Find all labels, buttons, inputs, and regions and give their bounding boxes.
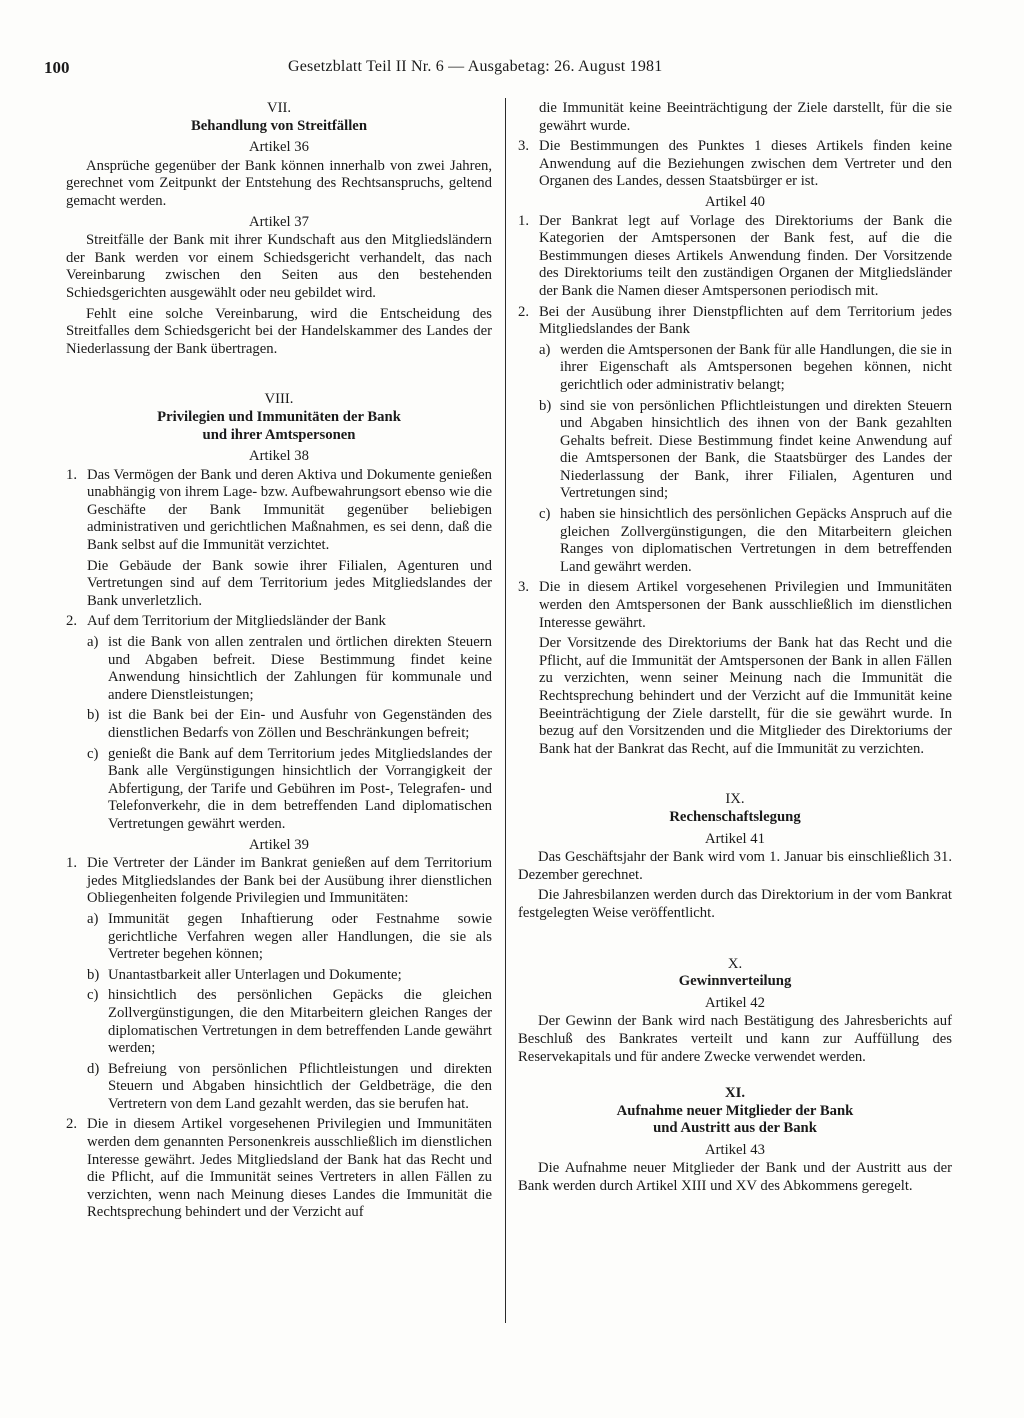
item-label: 3. (518, 579, 530, 596)
section-title: Privilegien und Immunitäten der Bank (157, 408, 401, 425)
item-label: 1. (66, 466, 78, 483)
lettered-item (518, 398, 952, 504)
item-text: Das Vermögen der Bank und deren Aktiva und Dokumente genießen unabhängig von ihrem Lage- bzw. Aufbewahrungsort ebenso wie die Geschäfte der Bank Immunität gegenüber beliebigen administrativen und gerichtlichen Maßnahmen, es sei denn, daß die Bank selbst auf die Immunität verzichtet. (87, 466, 492, 554)
section-number: XI. (725, 1085, 745, 1102)
item-text: sind sie von persönlichen Pflichtleistungen und direkten Steuern und Abgaben hinsichtlich des ihnen von der Bank gezahlten Gehalts befreit. Diese Bestimmung findet keine Anwendung auf die Amtspersonen der Bank, die Staatsbürger des Landes der Niederlassung der Bank, ihrer Filialen, Agenturen und Vertretungen sind; (560, 397, 952, 502)
item-text: genießt die Bank auf dem Territorium jedes Mitgliedslandes der Bank alle Vergünstigungen hinsichtlich der Vorrangigkeit der Abfertigung, der Tarife und Gebühren im Post-, Telegrafen- und Telefonverkehr, die in dem betreffenden Land diplomatischen Vertretungen gewährt werden. (108, 745, 492, 832)
item-label: d) (87, 1060, 100, 1077)
item-text: hinsichtlich des persönlichen Gepäcks die gleichen Zollvergünstigungen, die den Mitarbeitern gleichen Ranges der diplomatischen Vertretungen in dem betreffenden Lande gewährt werden; (108, 987, 492, 1057)
lettered-item (518, 506, 952, 576)
item-text: Die Vertreter der Länder im Bankrat genießen auf dem Territorium jedes Mitgliedslandes der Bank bei der Ausübung ihrer dienstlichen Obliegenheiten folgende Privilegien und Immunitäten: (87, 855, 492, 907)
item-text: Immunität gegen Inhaftierung oder Festnahme sowie gerichtliche Verfahren wegen aller Handlungen, die sie als Vertreter begehen können; (108, 910, 492, 963)
paragraph: Die Jahresbilanzen werden durch das Direktorium in der vom Bankrat festgelegten Weise veröffentlicht. (518, 887, 952, 921)
item-label: c) (539, 506, 551, 523)
numbered-item (518, 304, 952, 339)
article-heading: Artikel 36 (249, 139, 309, 156)
numbered-item (518, 213, 952, 301)
numbered-item (66, 467, 492, 555)
item-text: Bei der Ausübung ihrer Dienstpflichten auf dem Territorium jedes Mitgliedslandes der Bank (539, 303, 952, 338)
item-label: a) (87, 634, 99, 651)
article-heading: Artikel 37 (249, 213, 309, 230)
paragraph: Streitfälle der Bank mit ihrer Kundschaft aus den Mitgliedsländern der Bank werden vor einem Schiedsgericht verhandelt, das nach Vereinbarung zwischen den Seiten aus den bestehenden Schiedsgerichten ausgewählt oder neu gebildet wird. (66, 232, 492, 301)
paragraph: Fehlt eine solche Vereinbarung, wird die Entscheidung des Streitfalles dem Schiedsgericht bei der Handelskammer des Landes der Niederlassung der Bank übertragen. (66, 305, 492, 357)
numbered-item (66, 1116, 492, 1222)
numbered-item (518, 138, 952, 191)
item-label: 2. (66, 613, 78, 630)
item-label: c) (87, 987, 99, 1004)
item-text: haben sie hinsichtlich des persönlichen Gepäcks Anspruch auf die gleichen Zollvergünstigungen, die den Mitarbeitern gleichen Ranges von diplomatischen Vertretungen in dem betreffenden Land gewährt werden. (560, 506, 952, 575)
paragraph: Ansprüche gegenüber der Bank können innerhalb von zwei Jahren, gerechnet vom Zeitpunkt der Entstehung des Rechtsanspruchs, geltend gemacht werden. (66, 157, 492, 209)
item-label: b) (87, 707, 100, 724)
right-column (518, 100, 952, 1199)
item-text: Die Bestimmungen des Punktes 1 dieses Artikels finden keine Anwendung auf die Beziehungen zwischen dem Vertreter und den Organen des Landes, dessen Staatsbürger er ist. (539, 138, 952, 190)
section-title: und ihrer Amtspersonen (202, 426, 356, 443)
item-label: b) (539, 397, 552, 414)
article-heading: Artikel 40 (705, 193, 765, 210)
numbered-item (66, 613, 492, 631)
numbered-item (66, 855, 492, 908)
item-label: c) (87, 745, 99, 762)
article-heading: Artikel 39 (249, 836, 309, 853)
lettered-item (518, 342, 952, 395)
running-title: Gesetzblatt Teil II Nr. 6 — Ausgabetag: 26. August 1981 (288, 58, 663, 75)
paragraph: Die Gebäude der Bank sowie ihrer Filialen, Agenturen und Vertretungen sind auf dem Territorium jedes Mitgliedslandes der Bank unverletzlich. (87, 557, 492, 609)
item-label: b) (87, 966, 100, 983)
paragraph: Das Geschäftsjahr der Bank wird vom 1. Januar bis einschließlich 31. Dezember gerechnet. (518, 849, 952, 883)
item-text: ist die Bank bei der Ein- und Ausfuhr von Gegenständen des dienstlichen Bedarfs von Zöllen und Beschränkungen befreit; (108, 707, 492, 741)
item-text: Die in diesem Artikel vorgesehenen Privilegien und Immunitäten werden dem genannten Personenkreis ausschließlich im dienstlichen Interesse gewährt. Jedes Mitgliedsland der Bank hat das Recht und die Pflicht, auf die Immunität seines Vertreters in allen Fällen zu verzichten, wenn nach Meinung dieses Landes die Immunität die Rechtsprechung behindert und der Verzicht auf (87, 1116, 492, 1221)
section-number: X. (727, 955, 743, 972)
item-text: ist die Bank von allen zentralen und örtlichen direkten Steuern und Abgaben befreit. Diese Bestimmung findet keine Anwendung hinsichtlich der Zahlungen für kommunale und andere Dienstleistungen; (108, 634, 492, 703)
numbered-item (518, 579, 952, 632)
paragraph: Der Gewinn der Bank wird nach Bestätigung des Jahresberichts auf Beschluß des Bankrates verteilt und kann zur Auffüllung des Reservekapitals und für andere Zwecke verwendet werden. (518, 1013, 952, 1065)
section-number: VII. (266, 100, 292, 116)
item-text: Befreiung von persönlichen Pflichtleistungen und direkten Steuern und Abgaben hinsichtlich der Geldbeträge, die den Vertretern von dem Land gezahlt werden, das sie berufen hat. (108, 1060, 492, 1112)
section-number: IX. (725, 791, 745, 808)
left-column (66, 100, 492, 1225)
section-title: Behandlung von Streitfällen (190, 117, 367, 134)
lettered-item (66, 707, 492, 742)
section-title: Gewinnverteilung (678, 973, 792, 990)
paragraph: Die Aufnahme neuer Mitglieder der Bank und der Austritt aus der Bank werden durch Artikel XIII und XV des Abkommens geregelt. (518, 1160, 952, 1195)
article-heading: Artikel 43 (705, 1141, 765, 1158)
section-title: Aufnahme neuer Mitglieder der Bank (616, 1102, 854, 1119)
item-text: Auf dem Territorium der Mitgliedsländer der Bank (87, 613, 386, 630)
article-heading: Artikel 38 (249, 448, 309, 465)
section-number: VIII. (264, 391, 294, 408)
article-heading: Artikel 41 (705, 830, 765, 847)
item-label: a) (539, 341, 551, 358)
item-text: Die in diesem Artikel vorgesehenen Privilegien und Immunitäten werden den Amtspersonen der Bank ausschließlich im dienstlichen Interesse gewährt. (539, 579, 952, 631)
lettered-item (66, 634, 492, 704)
item-label: 2. (66, 1116, 78, 1133)
section-title: Rechenschaftslegung (669, 808, 801, 825)
section-title: und Austritt aus der Bank (653, 1120, 817, 1137)
lettered-item (66, 1061, 492, 1114)
item-label: 1. (518, 212, 530, 229)
lettered-item (66, 987, 492, 1057)
item-label: a) (87, 910, 99, 927)
page-number: 100 (44, 58, 70, 77)
lettered-item (66, 746, 492, 834)
page-header (40, 58, 995, 82)
column-divider (505, 98, 506, 1323)
lettered-item (66, 967, 492, 985)
lettered-item (66, 911, 492, 964)
paragraph: die Immunität keine Beeinträchtigung der Ziele darstellt, für die sie gewährt wurde. (539, 100, 952, 134)
item-text: werden die Amtspersonen der Bank für alle Handlungen, die sie in ihrer Eigenschaft als Amtspersonen begehen können, nicht gerichtlich oder administrativ belangt; (560, 341, 952, 393)
item-label: 1. (66, 855, 78, 872)
item-label: 2. (518, 303, 530, 320)
paragraph: Der Vorsitzende des Direktoriums der Bank hat das Recht und die Pflicht, auf die Immunität der Amtspersonen der Bank in allen Fällen zu verzichten, wenn seiner Meinung nach die Immunität die Rechtsprechung behindert und der Verzicht auf die Immunität keine Beeinträchtigung der Ziele darstellt, für die sie gewährt wurde. In bezug auf den Vorsitzenden und die Mitglieder des Direktoriums der Bank hat der Bankrat das Recht, auf die Immunität zu verzichten. (539, 635, 952, 757)
item-text: Unantastbarkeit aller Unterlagen und Dokumente; (108, 966, 402, 983)
item-text: Der Bankrat legt auf Vorlage des Direktoriums der Bank die Kategorien der Amtspersonen der Bank fest, auf die die Bestimmungen dieses Artikels Anwendung finden. Der Vorsitzende des Direktoriums teilt den zuständigen Organen der Mitgliedsländer der Bank die Namen dieser Amtspersonen periodisch mit. (539, 212, 952, 299)
item-label: 3. (518, 138, 530, 155)
article-heading: Artikel 42 (705, 994, 765, 1011)
